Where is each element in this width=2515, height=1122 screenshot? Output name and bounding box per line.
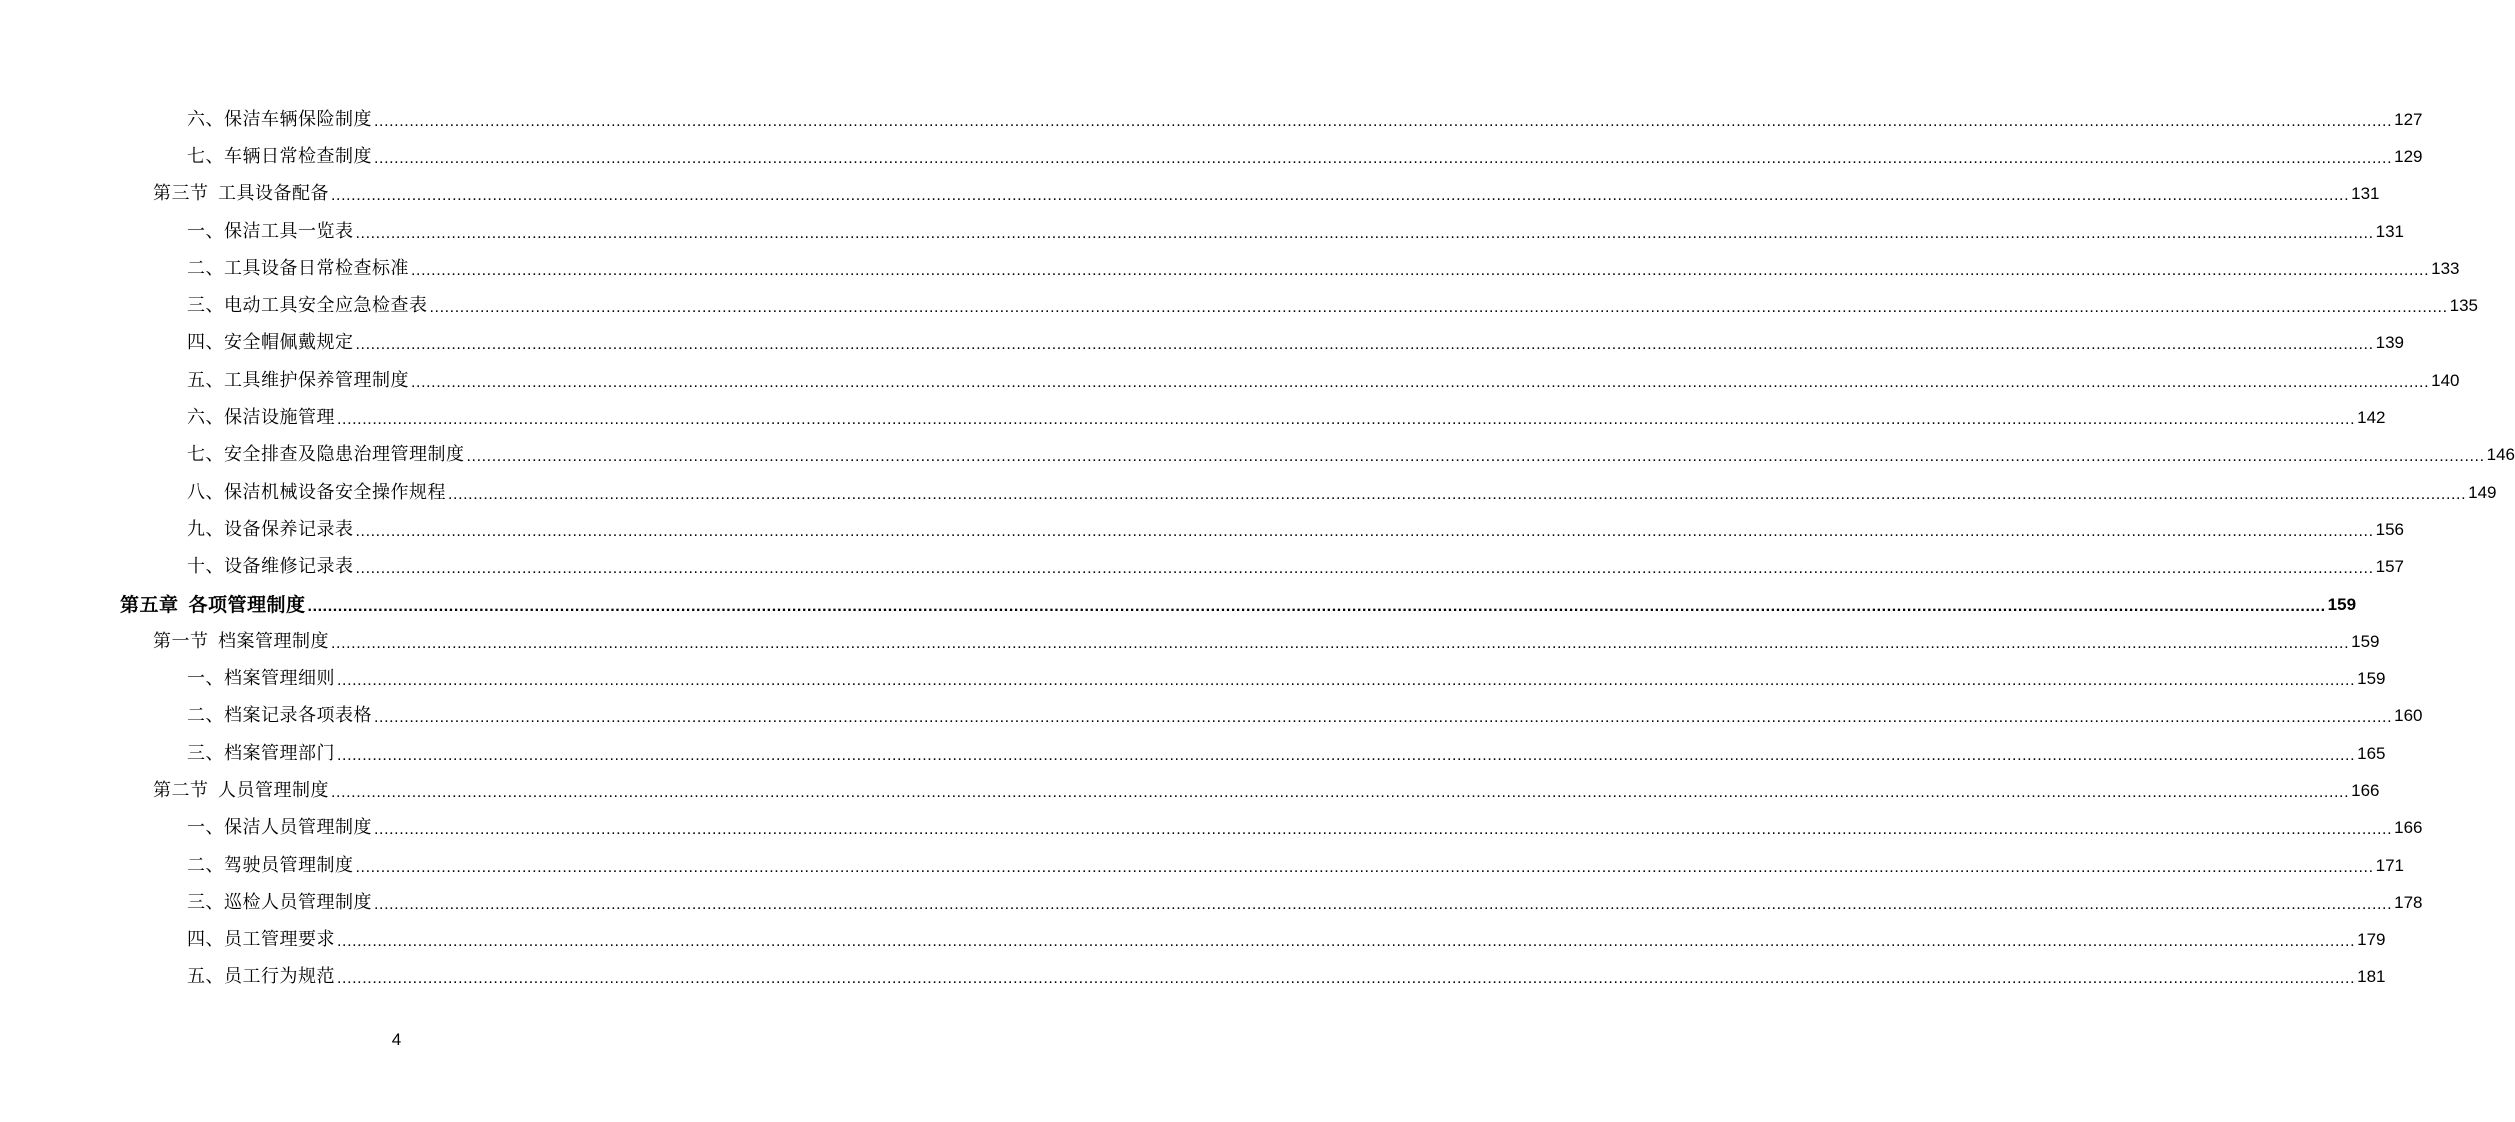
toc-entry-page: 165 <box>2357 743 2386 763</box>
toc-entry-page: 131 <box>2375 221 2404 241</box>
toc-entry[interactable] <box>0 362 2460 399</box>
toc-entry-number: 一、 <box>187 817 224 839</box>
toc-entry-title <box>187 854 354 878</box>
toc-entry-text: 工具设备配备 <box>218 183 329 205</box>
toc-entry-page: 131 <box>2351 184 2380 204</box>
toc-entry-title <box>187 145 372 169</box>
toc-entry-title <box>187 220 354 244</box>
toc-entry[interactable] <box>0 474 2497 511</box>
toc-entry-number: 九、 <box>187 518 224 540</box>
toc-entry-page: 149 <box>2468 482 2497 502</box>
toc-entry-text: 档案记录各项表格 <box>224 705 372 727</box>
toc-entry-page: 171 <box>2375 855 2404 875</box>
toc-entry[interactable] <box>0 325 2404 362</box>
toc-entry-number: 五、 <box>187 369 224 391</box>
toc-entry[interactable] <box>0 884 2423 921</box>
dot-leader: ................................................................................................................................................................................................................................................................................................................................................................................................................ <box>374 895 2393 913</box>
toc-entry-number: 第三节 <box>153 183 209 205</box>
toc-entry-number: 一、 <box>187 220 224 242</box>
toc-entry-page: 159 <box>2327 594 2357 614</box>
dot-leader: ................................................................................................................................................................................................................................................................................................................................................................................................................ <box>307 597 2326 615</box>
toc-entry-number: 一、 <box>187 668 224 690</box>
dot-leader: ................................................................................................................................................................................................................................................................................................................................................................................................................ <box>355 522 2374 540</box>
toc-entry[interactable] <box>0 586 2357 623</box>
toc-entry-text: 保洁车辆保险制度 <box>224 108 372 130</box>
dot-leader: ................................................................................................................................................................................................................................................................................................................................................................................................................ <box>337 411 2356 429</box>
toc-entry-text: 各项管理制度 <box>188 593 306 616</box>
toc-entry-title <box>187 518 354 542</box>
dot-leader: ................................................................................................................................................................................................................................................................................................................................................................................................................ <box>466 448 2485 466</box>
toc-entry-number: 七、 <box>187 444 224 466</box>
toc-entry-number: 二、 <box>187 257 224 279</box>
toc-entry[interactable] <box>0 772 2380 809</box>
toc-entry-title <box>187 331 354 355</box>
toc-entry[interactable] <box>0 735 2386 772</box>
toc-entry-title <box>187 257 409 281</box>
toc-entry[interactable] <box>0 959 2386 996</box>
dot-leader: ................................................................................................................................................................................................................................................................................................................................................................................................................ <box>429 299 2448 317</box>
toc-entry-title <box>153 182 329 206</box>
toc-entry-page: 133 <box>2431 258 2460 278</box>
toc-entry-number: 第五章 <box>120 593 179 616</box>
toc-entry-text: 员工管理要求 <box>224 929 335 951</box>
dot-leader: ................................................................................................................................................................................................................................................................................................................................................................................................................ <box>411 261 2430 279</box>
toc-entry-page: 179 <box>2357 930 2386 950</box>
dot-leader: ................................................................................................................................................................................................................................................................................................................................................................................................................ <box>374 149 2393 167</box>
table-of-contents <box>0 101 2515 996</box>
toc-entry[interactable] <box>0 922 2386 959</box>
toc-entry-text: 驾驶员管理制度 <box>224 854 354 876</box>
toc-entry[interactable] <box>0 250 2460 287</box>
toc-entry-page: 166 <box>2351 780 2380 800</box>
toc-entry-page: 159 <box>2357 669 2386 689</box>
toc-entry-number: 二、 <box>187 854 224 876</box>
toc-entry-page: 142 <box>2357 408 2386 428</box>
dot-leader: ................................................................................................................................................................................................................................................................................................................................................................................................................ <box>355 336 2374 354</box>
toc-entry[interactable] <box>0 660 2386 697</box>
page-number: 4 <box>391 1030 402 1049</box>
toc-entry-title <box>187 704 372 728</box>
toc-entry[interactable] <box>0 511 2404 548</box>
toc-entry[interactable] <box>0 101 2423 138</box>
toc-entry[interactable] <box>0 437 2515 474</box>
toc-entry-page: 166 <box>2394 818 2423 838</box>
toc-entry-text: 保洁人员管理制度 <box>224 817 372 839</box>
toc-entry-text: 保洁设施管理 <box>224 407 335 429</box>
toc-entry[interactable] <box>0 399 2386 436</box>
dot-leader: ................................................................................................................................................................................................................................................................................................................................................................................................................ <box>374 821 2393 839</box>
toc-entry-number: 第一节 <box>153 630 209 652</box>
toc-entry-text: 档案管理制度 <box>218 630 329 652</box>
toc-entry[interactable] <box>0 213 2404 250</box>
toc-entry-number: 第二节 <box>153 779 209 801</box>
toc-entry[interactable] <box>0 623 2380 660</box>
toc-entry-title <box>187 965 335 989</box>
toc-entry-title <box>153 630 329 654</box>
toc-entry-text: 安全排查及隐患治理管理制度 <box>224 444 465 466</box>
dot-leader: ................................................................................................................................................................................................................................................................................................................................................................................................................ <box>337 746 2356 764</box>
toc-entry-number: 四、 <box>187 332 224 354</box>
toc-entry-number: 六、 <box>187 108 224 130</box>
toc-entry-text: 人员管理制度 <box>218 779 329 801</box>
toc-entry-title <box>187 928 335 952</box>
toc-entry-title <box>187 481 446 505</box>
toc-entry-title <box>187 369 409 393</box>
toc-entry-text: 设备维修记录表 <box>224 556 354 578</box>
dot-leader: ................................................................................................................................................................................................................................................................................................................................................................................................................ <box>337 970 2356 988</box>
dot-leader: ................................................................................................................................................................................................................................................................................................................................................................................................................ <box>355 224 2374 242</box>
toc-entry-number: 三、 <box>187 295 224 317</box>
toc-entry-number: 三、 <box>187 742 224 764</box>
toc-entry[interactable] <box>0 176 2380 213</box>
toc-entry-text: 工具设备日常检查标准 <box>224 257 409 279</box>
toc-entry-number: 三、 <box>187 891 224 913</box>
toc-entry-title <box>120 593 306 617</box>
dot-leader: ................................................................................................................................................................................................................................................................................................................................................................................................................ <box>337 672 2356 690</box>
toc-entry-text: 车辆日常检查制度 <box>224 145 372 167</box>
toc-entry-text: 巡检人员管理制度 <box>224 891 372 913</box>
toc-entry-title <box>187 667 335 691</box>
toc-entry-title <box>187 406 335 430</box>
toc-entry-title <box>187 108 372 132</box>
toc-entry[interactable] <box>0 698 2423 735</box>
dot-leader: ................................................................................................................................................................................................................................................................................................................................................................................................................ <box>411 373 2430 391</box>
dot-leader: ................................................................................................................................................................................................................................................................................................................................................................................................................ <box>331 187 2350 205</box>
toc-entry-text: 档案管理细则 <box>224 668 335 690</box>
toc-entry-number: 十、 <box>187 556 224 578</box>
toc-entry-title <box>187 443 465 467</box>
toc-entry-page: 160 <box>2394 706 2423 726</box>
toc-entry[interactable] <box>0 138 2423 175</box>
toc-entry-page: 139 <box>2375 333 2404 353</box>
toc-entry-number: 七、 <box>187 145 224 167</box>
toc-entry-page: 140 <box>2431 370 2460 390</box>
toc-entry-number: 四、 <box>187 929 224 951</box>
toc-entry-text: 工具维护保养管理制度 <box>224 369 409 391</box>
toc-entry-text: 档案管理部门 <box>224 742 335 764</box>
dot-leader: ................................................................................................................................................................................................................................................................................................................................................................................................................ <box>374 112 2393 130</box>
toc-entry[interactable] <box>0 549 2404 586</box>
toc-entry-title <box>187 742 335 766</box>
dot-leader: ................................................................................................................................................................................................................................................................................................................................................................................................................ <box>331 783 2350 801</box>
toc-entry-text: 设备保养记录表 <box>224 518 354 540</box>
toc-entry-number: 六、 <box>187 407 224 429</box>
toc-entry-number: 五、 <box>187 966 224 988</box>
toc-entry-title <box>187 891 372 915</box>
toc-entry[interactable] <box>0 847 2404 884</box>
toc-entry-text: 安全帽佩戴规定 <box>224 332 354 354</box>
toc-entry-text: 保洁机械设备安全操作规程 <box>224 481 446 503</box>
toc-entry-number: 八、 <box>187 481 224 503</box>
dot-leader: ................................................................................................................................................................................................................................................................................................................................................................................................................ <box>374 709 2393 727</box>
toc-entry-page: 157 <box>2375 557 2404 577</box>
toc-entry-page: 135 <box>2449 296 2478 316</box>
toc-entry-page: 127 <box>2394 109 2423 129</box>
dot-leader: ................................................................................................................................................................................................................................................................................................................................................................................................................ <box>355 560 2374 578</box>
toc-entry-page: 181 <box>2357 967 2386 987</box>
toc-entry-page: 129 <box>2394 146 2423 166</box>
dot-leader: ................................................................................................................................................................................................................................................................................................................................................................................................................ <box>331 634 2350 652</box>
toc-entry-number: 二、 <box>187 705 224 727</box>
toc-entry[interactable] <box>0 287 2478 324</box>
toc-entry-title <box>187 816 372 840</box>
dot-leader: ................................................................................................................................................................................................................................................................................................................................................................................................................ <box>355 858 2374 876</box>
toc-entry-page: 178 <box>2394 892 2423 912</box>
toc-entry-title <box>153 779 329 803</box>
toc-entry-title <box>187 294 428 318</box>
toc-entry-page: 146 <box>2486 445 2515 465</box>
toc-entry[interactable] <box>0 810 2423 847</box>
toc-entry-page: 159 <box>2351 631 2380 651</box>
toc-entry-page: 156 <box>2375 519 2404 539</box>
dot-leader: ................................................................................................................................................................................................................................................................................................................................................................................................................ <box>337 933 2356 951</box>
toc-entry-title <box>187 555 354 579</box>
dot-leader: ................................................................................................................................................................................................................................................................................................................................................................................................................ <box>448 485 2467 503</box>
toc-entry-text: 保洁工具一览表 <box>224 220 354 242</box>
toc-entry-text: 员工行为规范 <box>224 966 335 988</box>
toc-entry-text: 电动工具安全应急检查表 <box>224 295 428 317</box>
